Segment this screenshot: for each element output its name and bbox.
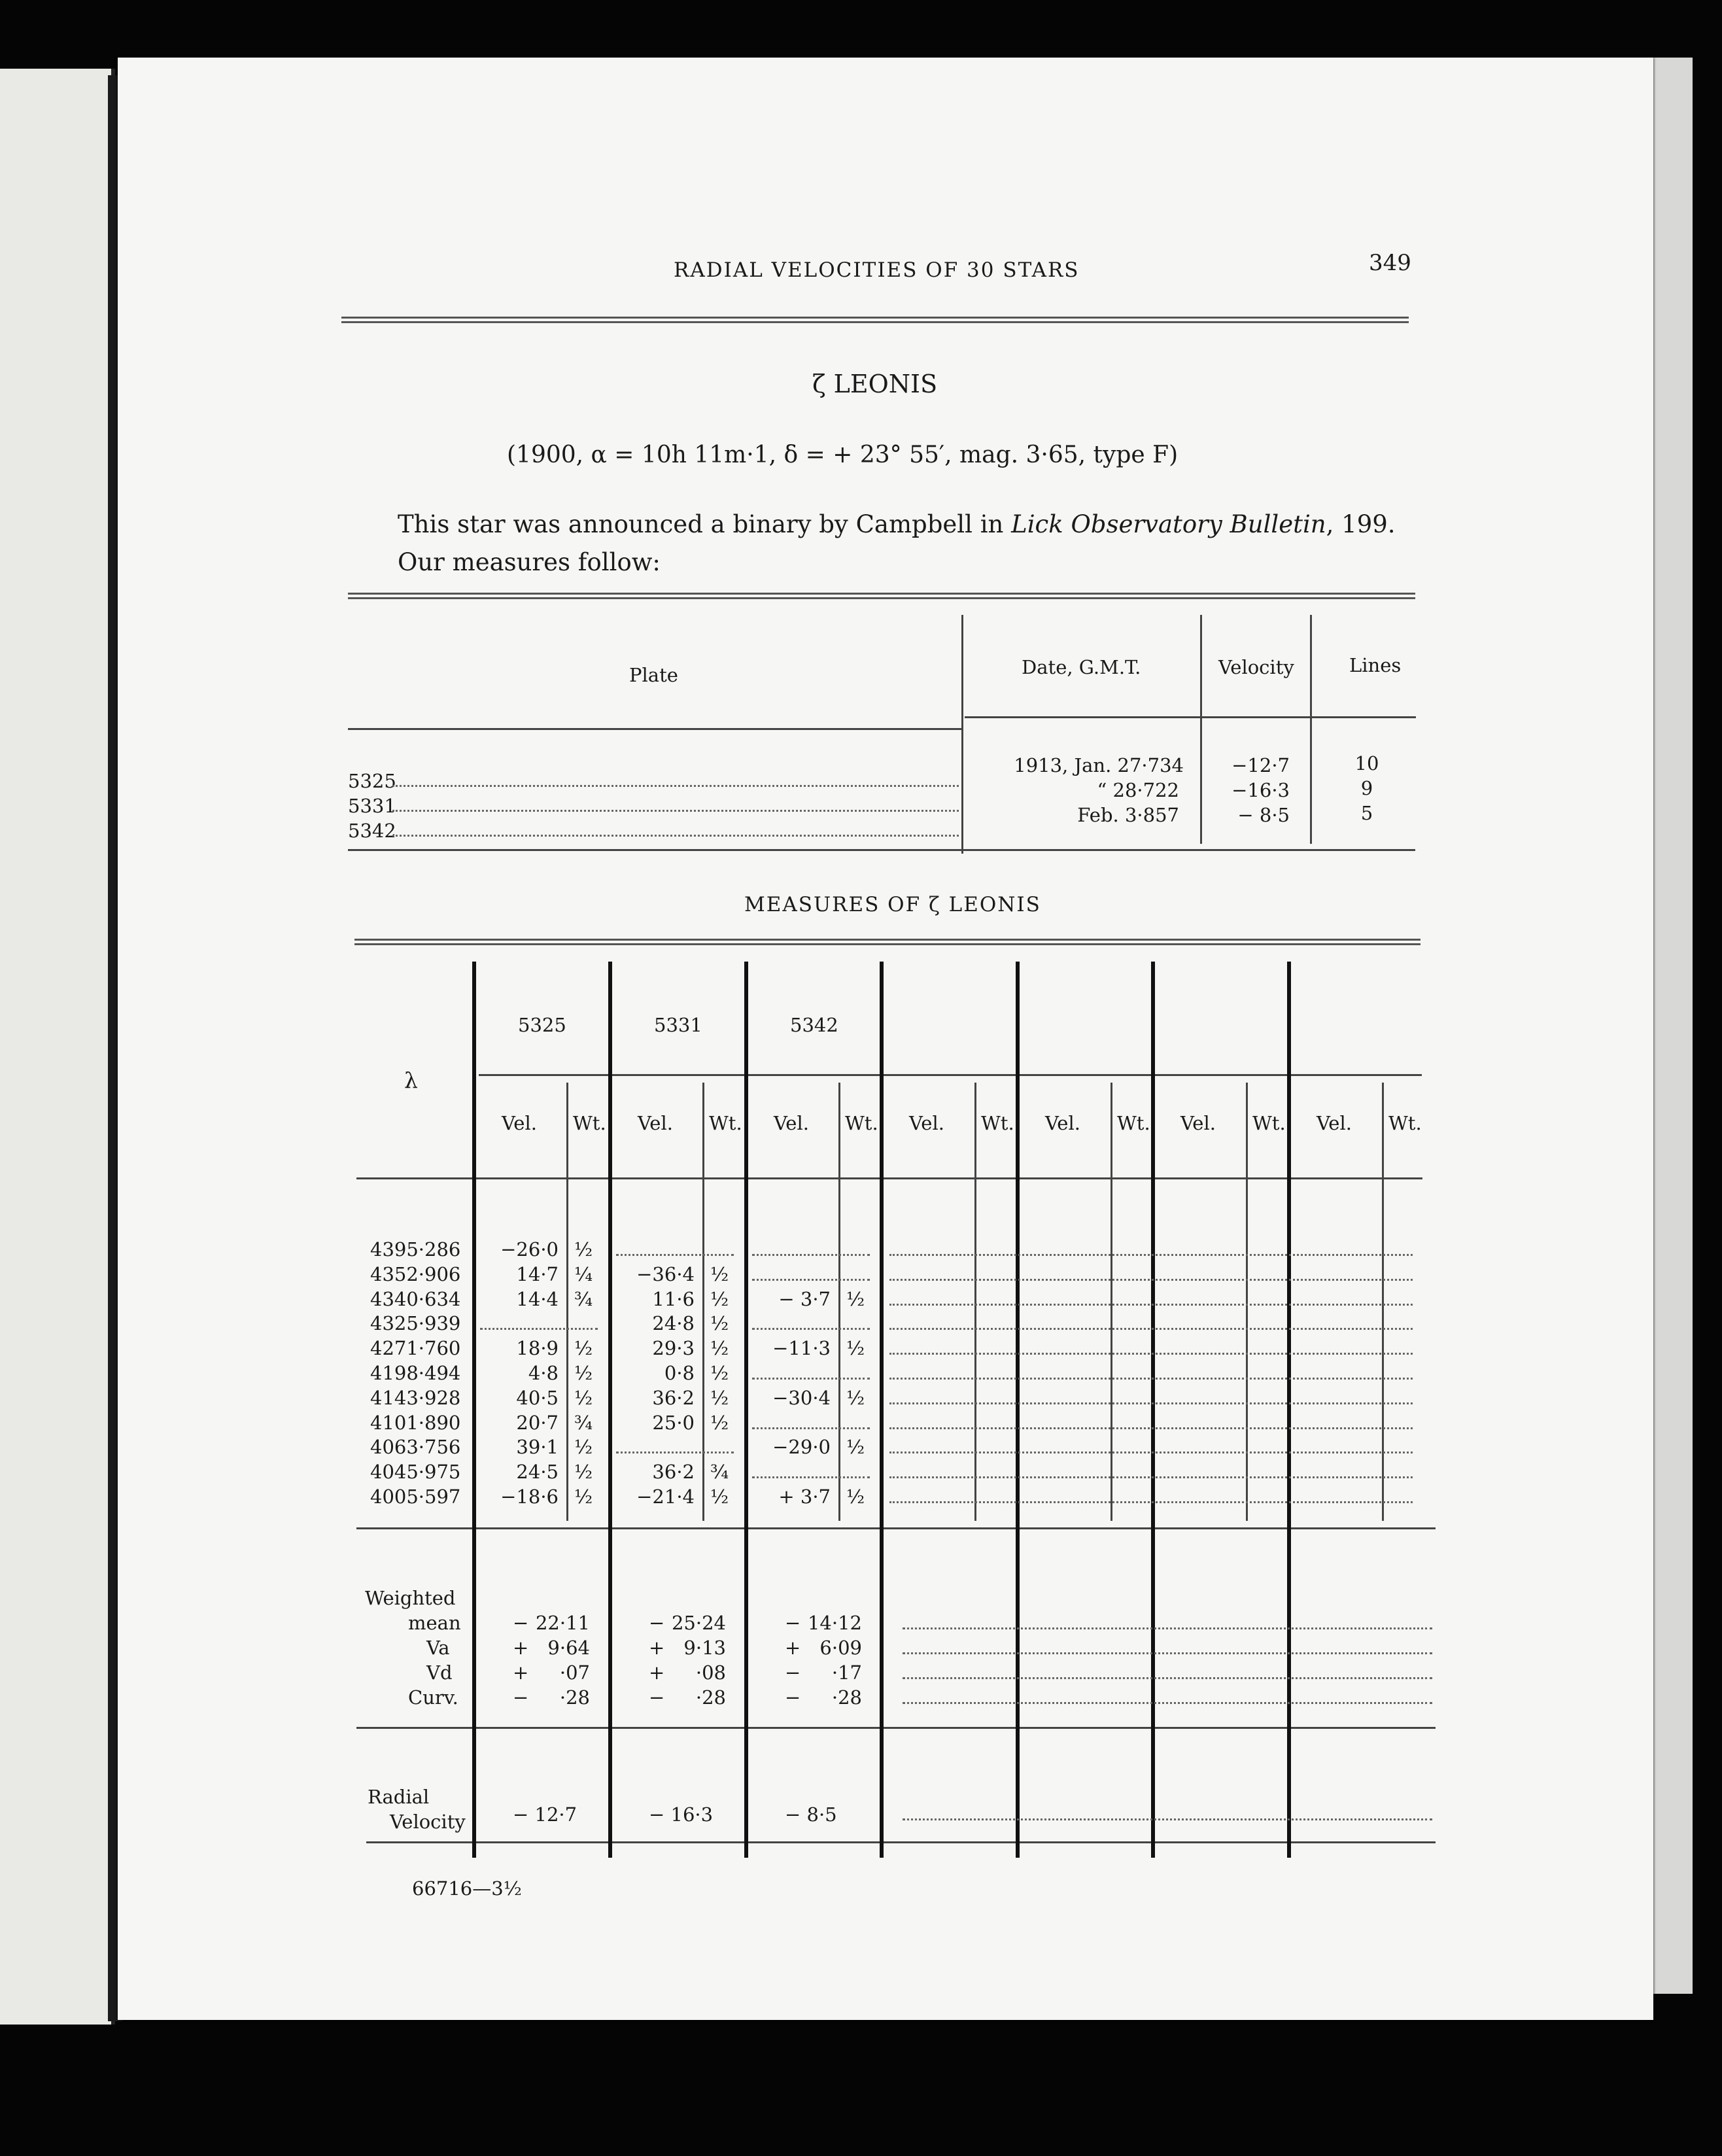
vel-column-label: Vel. [1317, 1112, 1352, 1134]
summary-value: ·17 [831, 1661, 862, 1684]
header-rule [348, 728, 961, 730]
table-row-velocity: −12·7 [1231, 754, 1290, 776]
table-row-velocity: − 8·5 [1237, 804, 1290, 826]
wt-column-label: Wt. [1388, 1112, 1422, 1134]
header-velocity: Velocity [1218, 656, 1294, 678]
vel-wt-divider [702, 1083, 704, 1521]
plate-divider [608, 962, 612, 1858]
leader-dots [889, 1427, 1413, 1429]
running-head-title: RADIAL VELOCITIES OF 30 STARS [674, 258, 1080, 282]
velocity-cell: 36·2 [652, 1461, 695, 1484]
summary-sign: − [513, 1612, 529, 1634]
summary-sign: + [785, 1637, 801, 1659]
leader-dots [752, 1476, 870, 1478]
summary-label: Vd [426, 1661, 453, 1684]
page-number: 349 [1369, 250, 1411, 276]
wt-column-label: Wt. [981, 1112, 1014, 1134]
velocity-cell: 29·3 [652, 1337, 695, 1360]
velocity-cell: 40·5 [516, 1386, 559, 1409]
weight-cell: ½ [574, 1238, 593, 1261]
radial-velocity-value: − 8·5 [785, 1803, 837, 1826]
radial-velocity-value: − 16·3 [649, 1803, 714, 1826]
velocity-cell: 4·8 [528, 1362, 559, 1384]
wt-column-label: Wt. [709, 1112, 742, 1134]
weight-cell: ½ [846, 1337, 865, 1360]
leader-dots [889, 1279, 1413, 1281]
weight-cell: ½ [846, 1486, 865, 1508]
summary-sign: − [785, 1661, 801, 1684]
page [118, 58, 1653, 2020]
summary-value: ·07 [559, 1661, 590, 1684]
weight-cell: ½ [710, 1262, 729, 1285]
radial-label: Radial [368, 1786, 430, 1808]
weight-cell: ¾ [710, 1461, 729, 1484]
vel-column-label: Vel. [1180, 1112, 1216, 1134]
plate-header-rule [479, 1074, 1422, 1076]
summary-value: 22·11 [535, 1612, 590, 1634]
velocity-cell: 24·5 [516, 1461, 559, 1484]
wt-column-label: Wt. [573, 1112, 606, 1134]
radial-velocity-value: − 12·7 [513, 1803, 577, 1826]
leader-dots [889, 1304, 1413, 1306]
leader-dots [889, 1402, 1413, 1404]
weight-cell: ½ [574, 1486, 593, 1508]
summary-sign: − [649, 1686, 665, 1709]
weight-cell: ¾ [574, 1411, 593, 1434]
radial-label: Velocity [390, 1811, 466, 1833]
facing-page-edge [0, 69, 115, 2025]
table-bottom-rule [348, 849, 1415, 851]
weight-cell: ½ [710, 1337, 729, 1360]
wavelength-cell: 4143·928 [370, 1386, 461, 1409]
summary-value: 9·13 [683, 1637, 726, 1659]
summary-sign: + [649, 1661, 665, 1684]
leader-dots [889, 1452, 1413, 1453]
summary-sign: − [785, 1686, 801, 1709]
wavelength-cell: 4325·939 [370, 1312, 461, 1335]
measures-title: MEASURES OF ζ LEONIS [744, 893, 1041, 916]
plate-header: 5325 [518, 1014, 566, 1036]
velocity-cell: 11·6 [652, 1287, 695, 1310]
leader-dots [752, 1378, 870, 1380]
table-row-date: Feb. 3·857 [1077, 804, 1179, 826]
summary-sign: − [513, 1686, 529, 1709]
page-edge [1653, 58, 1693, 1994]
weight-cell: ¼ [574, 1262, 593, 1285]
col-divider [1310, 615, 1312, 844]
lines-rule [356, 1527, 1436, 1529]
weight-cell: ½ [574, 1436, 593, 1459]
velocity-cell: −30·4 [772, 1386, 831, 1409]
velocity-cell: 36·2 [652, 1386, 695, 1409]
plate-divider [880, 962, 884, 1858]
weight-cell: ½ [710, 1312, 729, 1335]
leader-dots [752, 1427, 870, 1429]
wavelength-cell: 4101·890 [370, 1411, 461, 1434]
leader-dots [616, 1452, 734, 1453]
vel-column-label: Vel. [638, 1112, 673, 1134]
intro-paragraph: This star was announced a binary by Campbell in Lick Observatory Bulletin, 199. [398, 510, 1396, 538]
plate-header: 5331 [654, 1014, 702, 1036]
weight-cell: ½ [710, 1362, 729, 1384]
footer-note: 66716—3½ [412, 1877, 522, 1900]
wavelength-cell: 4271·760 [370, 1337, 461, 1360]
summary-sign: + [649, 1637, 665, 1659]
vel-wt-divider [566, 1083, 568, 1521]
velocity-cell: 14·7 [516, 1262, 559, 1285]
wavelength-cell: 4340·634 [370, 1287, 461, 1310]
leader-dots [903, 1677, 1432, 1679]
table-row-plate: 5331 [348, 795, 396, 817]
weight-cell: ½ [574, 1386, 593, 1409]
leader-dots [752, 1328, 870, 1330]
table-top-rule [348, 593, 1415, 599]
plate-divider [1287, 962, 1291, 1858]
table-row-velocity: −16·3 [1231, 779, 1290, 801]
vel-wt-divider [1246, 1083, 1248, 1521]
leader-dots [392, 835, 959, 837]
star-coordinates: (1900, α = 10h 11m·1, δ = + 23° 55′, mag. 3·65, type F) [507, 442, 1179, 468]
weight-cell: ½ [710, 1287, 729, 1310]
velocity-cell: 18·9 [516, 1337, 559, 1360]
vel-wt-divider [1382, 1083, 1384, 1521]
velocity-cell: −29·0 [772, 1436, 831, 1459]
wavelength-cell: 4352·906 [370, 1262, 461, 1285]
summary-label: Va [426, 1637, 450, 1659]
leader-dots [903, 1627, 1432, 1629]
leader-dots [889, 1501, 1413, 1503]
velocity-cell: 14·4 [516, 1287, 559, 1310]
summary-label: mean [408, 1612, 461, 1634]
leader-dots [903, 1652, 1432, 1654]
wavelength-cell: 4395·286 [370, 1238, 461, 1261]
measures-top-rule [354, 939, 1421, 945]
table-row-plate: 5325 [348, 770, 396, 792]
wt-column-label: Wt. [1117, 1112, 1150, 1134]
summary-value: 14·12 [807, 1612, 862, 1634]
leader-dots [903, 1818, 1432, 1820]
table-row-lines: 10 [1354, 752, 1379, 774]
weight-cell: ½ [846, 1436, 865, 1459]
plate-divider [472, 962, 476, 1858]
weight-cell: ½ [574, 1461, 593, 1484]
summary-value: ·28 [831, 1686, 862, 1709]
table-row-date: 1913, Jan. 27·734 [1014, 754, 1184, 776]
summary-sign: + [513, 1637, 529, 1659]
table-row-plate: 5342 [348, 820, 396, 842]
summary-value: 25·24 [671, 1612, 726, 1634]
bottom-rule [366, 1841, 1436, 1843]
leader-dots [480, 1328, 598, 1330]
plate-divider [1151, 962, 1155, 1858]
table-row-date: “ 28·722 [1097, 779, 1179, 801]
summary-sign: − [649, 1612, 665, 1634]
col-divider [961, 615, 963, 854]
weight-cell: ½ [846, 1386, 865, 1409]
vel-wt-divider [974, 1083, 976, 1521]
wt-column-label: Wt. [845, 1112, 878, 1134]
velocity-cell: 39·1 [516, 1436, 559, 1459]
summary-rule [356, 1727, 1436, 1729]
col-divider [1200, 615, 1202, 844]
plate-header: 5342 [790, 1014, 838, 1036]
leader-dots [392, 785, 959, 787]
plate-divider [1016, 962, 1020, 1858]
leader-dots [889, 1353, 1413, 1355]
summary-value: 9·64 [547, 1637, 590, 1659]
leader-dots [889, 1328, 1413, 1330]
vel-wt-divider [1111, 1083, 1112, 1521]
header-rule [965, 716, 1416, 718]
weight-cell: ½ [710, 1486, 729, 1508]
vel-column-label: Vel. [909, 1112, 944, 1134]
velocity-cell: −36·4 [636, 1262, 695, 1285]
vel-column-label: Vel. [774, 1112, 809, 1134]
plate-divider [744, 962, 748, 1858]
leader-dots [889, 1254, 1413, 1256]
wt-column-label: Wt. [1252, 1112, 1286, 1134]
weight-cell: ½ [574, 1362, 593, 1384]
leader-dots [903, 1702, 1432, 1704]
velocity-cell: −18·6 [500, 1486, 559, 1508]
summary-sign: + [513, 1661, 529, 1684]
velocity-cell: −11·3 [772, 1337, 831, 1360]
weight-cell: ¾ [574, 1287, 593, 1310]
summary-value: ·28 [695, 1686, 726, 1709]
weight-cell: ½ [846, 1287, 865, 1310]
leader-dots [889, 1476, 1413, 1478]
column-header-rule [356, 1177, 1422, 1179]
vel-wt-divider [838, 1083, 840, 1521]
leader-dots [752, 1279, 870, 1281]
head-rule [341, 317, 1409, 323]
table-row-lines: 5 [1360, 802, 1373, 824]
velocity-cell: + 3·7 [778, 1486, 831, 1508]
velocity-cell: 24·8 [652, 1312, 695, 1335]
summary-label: Curv. [408, 1686, 458, 1709]
summary-value: ·08 [695, 1661, 726, 1684]
velocity-cell: −26·0 [500, 1238, 559, 1261]
table-row-lines: 9 [1360, 777, 1373, 799]
leader-dots [392, 810, 959, 812]
weight-cell: ½ [710, 1411, 729, 1434]
lambda-header: λ [404, 1068, 418, 1093]
wavelength-cell: 4198·494 [370, 1362, 461, 1384]
vel-column-label: Vel. [1045, 1112, 1080, 1134]
header-date: Date, G.M.T. [1022, 656, 1141, 678]
velocity-cell: 0·8 [664, 1362, 695, 1384]
summary-value: ·28 [559, 1686, 590, 1709]
leader-dots [889, 1378, 1413, 1380]
velocity-cell: 20·7 [516, 1411, 559, 1434]
leader-dots [616, 1254, 734, 1256]
header-plate: Plate [629, 664, 678, 686]
vel-column-label: Vel. [502, 1112, 537, 1134]
star-title: ζ LEONIS [812, 370, 938, 398]
summary-sign: − [785, 1612, 801, 1634]
weight-cell: ½ [574, 1337, 593, 1360]
intro-line-2: Our measures follow: [398, 548, 661, 576]
velocity-cell: − 3·7 [778, 1287, 831, 1310]
velocity-cell: 25·0 [652, 1411, 695, 1434]
weight-cell: ½ [710, 1386, 729, 1409]
wavelength-cell: 4045·975 [370, 1461, 461, 1484]
velocity-cell: −21·4 [636, 1486, 695, 1508]
summary-label: Weighted [365, 1587, 456, 1609]
leader-dots [752, 1254, 870, 1256]
summary-value: 6·09 [819, 1637, 862, 1659]
wavelength-cell: 4005·597 [370, 1486, 461, 1508]
wavelength-cell: 4063·756 [370, 1436, 461, 1459]
header-lines: Lines [1349, 654, 1402, 676]
